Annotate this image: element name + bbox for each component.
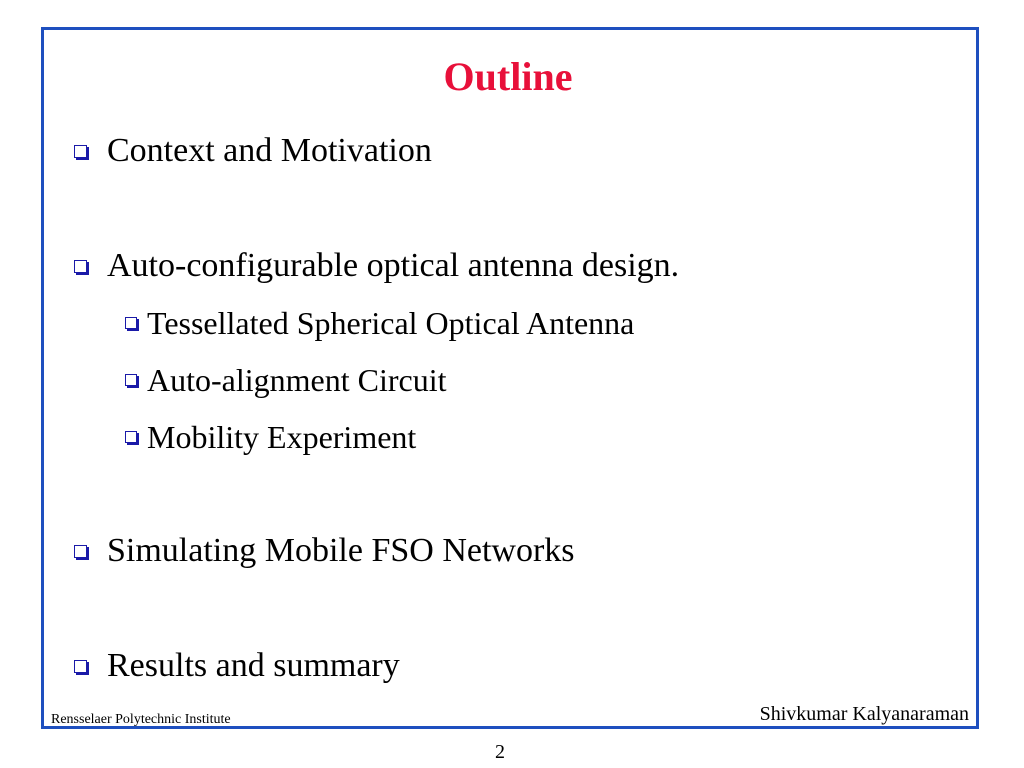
bullet-label: Results and summary bbox=[107, 647, 400, 684]
square-bullet-icon bbox=[74, 145, 87, 158]
bullet-label: Mobility Experiment bbox=[147, 418, 417, 455]
square-bullet-icon bbox=[74, 260, 87, 273]
bullet-label: Context and Motivation bbox=[107, 132, 432, 169]
sub-bullet-tessellated-antenna bbox=[125, 303, 634, 343]
bullet-results-summary bbox=[74, 645, 400, 687]
square-bullet-icon bbox=[125, 317, 137, 329]
bullet-label: Simulating Mobile FSO Networks bbox=[107, 532, 575, 569]
bullet-label: Auto-configurable optical antenna design. bbox=[107, 247, 680, 284]
square-bullet-icon bbox=[74, 660, 87, 673]
slide-title: Outline bbox=[443, 54, 573, 99]
square-bullet-icon bbox=[125, 374, 137, 386]
square-bullet-icon bbox=[74, 545, 87, 558]
bullet-label: Auto-alignment Circuit bbox=[147, 361, 447, 398]
footer-author: Shivkumar Kalyanaraman bbox=[759, 703, 969, 725]
square-bullet-icon bbox=[125, 431, 137, 443]
bullet-context-and-motivation bbox=[74, 130, 432, 172]
sub-bullet-mobility-experiment bbox=[125, 417, 416, 457]
sub-bullet-auto-alignment bbox=[125, 360, 447, 400]
bullet-simulating-fso bbox=[74, 530, 575, 572]
bullet-label: Tessellated Spherical Optical Antenna bbox=[147, 304, 635, 341]
footer-institution: Rensselaer Polytechnic Institute bbox=[51, 712, 231, 727]
page-number: 2 bbox=[495, 741, 505, 763]
bullet-auto-configurable-antenna bbox=[74, 245, 679, 287]
